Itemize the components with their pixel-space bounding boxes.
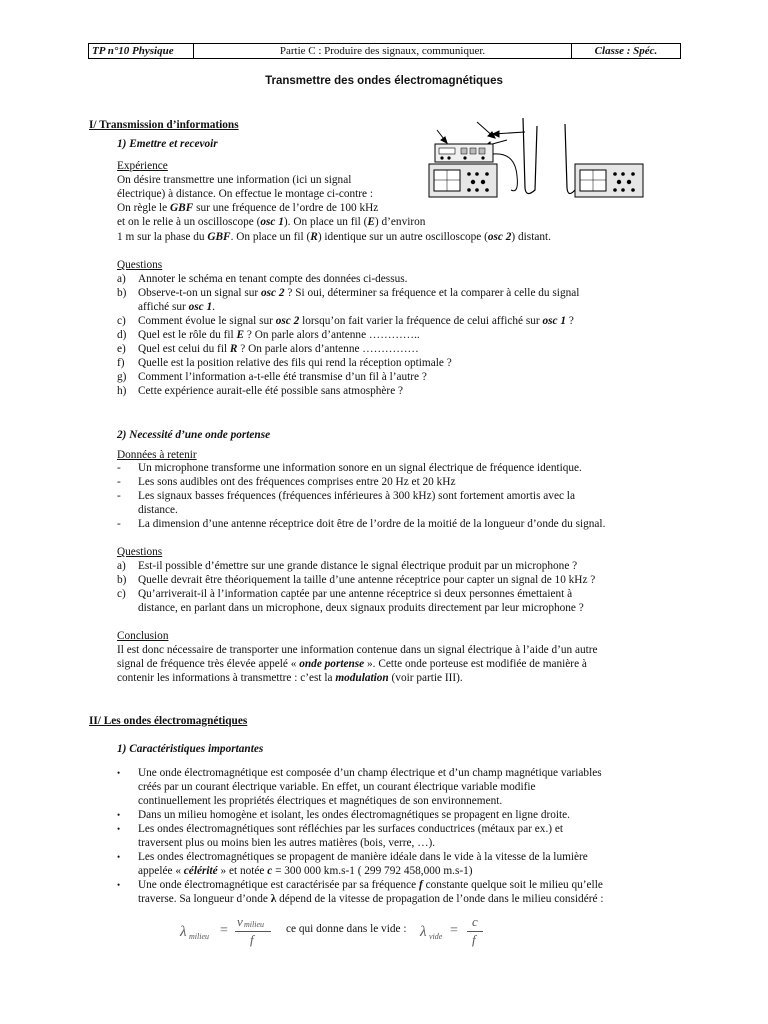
question-text: Quelle devrait être théoriquement la taille d’une antenne réceptrice pour capter un signal de 10 kHz ? bbox=[138, 574, 596, 586]
experience-line-2: électrique) à distance. On effectue le montage ci-contre : bbox=[117, 188, 374, 200]
dash-marker: - bbox=[117, 476, 121, 488]
characteristic-line: Les ondes électromagnétiques sont réfléchies par les surfaces conductrices (métaux par ex.) et bbox=[138, 823, 564, 835]
question-marker: g) bbox=[117, 371, 127, 383]
characteristic-line: traverse. Sa longueur d’onde λ dépend de la vitesse de propagation de l’onde dans le milieu considéré : bbox=[138, 893, 604, 905]
questions-2-label: Questions bbox=[117, 546, 163, 558]
formula-equals: = bbox=[220, 923, 228, 938]
formula-lambda-2: λ bbox=[420, 924, 427, 940]
experience-line-4: et on le relie à un oscilloscope (osc 1). On place un fil (E) d’environ bbox=[117, 216, 426, 228]
conclusion-label: Conclusion bbox=[117, 630, 169, 642]
question-text: Comment évolue le signal sur osc 2 lorsqu’on fait varier la fréquence de celui affiché sur osc 1 ? bbox=[138, 315, 574, 327]
characteristic-line: Dans un milieu homogène et isolant, les ondes électromagnétiques se propagent en ligne droite. bbox=[138, 809, 570, 821]
question-text: Quel est celui du fil R ? On parle alors d’antenne …………… bbox=[138, 343, 419, 355]
question-text: Cette expérience aurait-elle été possible sans atmosphère ? bbox=[138, 385, 404, 397]
wavelength-formula bbox=[180, 914, 500, 948]
header-left: TP n°10 Physique bbox=[89, 44, 194, 59]
formula-v: v bbox=[237, 914, 243, 929]
bullet-icon: • bbox=[117, 810, 121, 820]
experiment-diagram bbox=[425, 118, 680, 200]
question-text: Observe-t-on un signal sur osc 2 ? Si oui, déterminer sa fréquence et la comparer à celle du signal bbox=[138, 287, 580, 299]
characteristic-line: Une onde électromagnétique est composée d’un champ électrique et d’un champ magnétique variables bbox=[138, 767, 602, 779]
characteristic-line: créés par un courant électrique variable. En effet, un courant électrique variable modifie bbox=[138, 781, 536, 793]
question-marker: h) bbox=[117, 385, 127, 397]
formula-f: f bbox=[250, 932, 254, 947]
question-text: distance, en parlant dans un microphone, deux signaux produits directement par leur microphone ? bbox=[138, 602, 584, 614]
formula-lambda: λ bbox=[180, 924, 187, 940]
conclusion-line-3: contenir les informations à transmettre : c’est la modulation (voir partie III). bbox=[117, 672, 463, 684]
experience-line-5: 1 m sur la phase du GBF. On place un fil (R) identique sur un autre oscilloscope (osc 2) distant. bbox=[117, 231, 551, 243]
conclusion-line-2: signal de fréquence très élevée appelé « onde portense ». Cette onde porteuse est modifiée de manière à bbox=[117, 658, 587, 670]
characteristic-line: traversent plus ou moins bien les autres matières (bois, verre, …). bbox=[138, 837, 436, 849]
characteristic-line: continuellement les propriétés électriques et magnétiques de son environnement. bbox=[138, 795, 503, 807]
characteristic-line: appelée « célérité » et notée c = 300 000 km.s-1 ( 299 792 458,000 m.s-1) bbox=[138, 865, 473, 877]
formula-middle-text: ce qui donne dans le vide : bbox=[286, 923, 407, 935]
question-marker: d) bbox=[117, 329, 127, 341]
formula-lambda-2-sub: vide bbox=[429, 932, 443, 941]
question-text: Annoter le schéma en tenant compte des données ci-dessus. bbox=[138, 273, 408, 285]
data-item: Les signaux basses fréquences (fréquences inférieures à 300 kHz) sont fortement amortis avec la bbox=[138, 490, 575, 502]
question-marker: a) bbox=[117, 560, 126, 572]
experience-line-1: On désire transmettre une information (ici un signal bbox=[117, 174, 352, 186]
question-marker: a) bbox=[117, 273, 126, 285]
data-item: Un microphone transforme une information sonore en un signal électrique de fréquence identique. bbox=[138, 462, 582, 474]
formula-f-2: f bbox=[472, 932, 476, 947]
bullet-icon: • bbox=[117, 824, 121, 834]
experience-line-3: On règle le GBF sur une fréquence de l’ordre de 100 kHz bbox=[117, 202, 379, 214]
data-label: Données à retenir bbox=[117, 449, 197, 461]
experience-label: Expérience bbox=[117, 160, 168, 172]
bullet-icon: • bbox=[117, 880, 121, 890]
dash-marker: - bbox=[117, 462, 121, 474]
question-marker: e) bbox=[117, 343, 126, 355]
question-text: Est-il possible d’émettre sur une grande distance le signal électrique produit par un microphone ? bbox=[138, 560, 578, 572]
section-2-heading: II/ Les ondes électromagnétiques bbox=[89, 715, 248, 727]
formula-equals-2: = bbox=[450, 923, 458, 938]
data-item: distance. bbox=[138, 504, 178, 516]
subsection-1-2-heading: 2) Necessité d’une onde portense bbox=[117, 429, 271, 441]
question-text: affiché sur osc 1. bbox=[138, 301, 215, 313]
formula-lambda-sub: milieu bbox=[189, 932, 209, 941]
question-text: Qu’arriverait-il à l’information captée par une antenne réceptrice si deux personnes émettaient à bbox=[138, 588, 573, 600]
header-table bbox=[88, 43, 681, 59]
formula-v-sub: milieu bbox=[244, 920, 264, 929]
header-center: Partie C : Produire des signaux, communiquer. bbox=[194, 44, 572, 59]
characteristic-line: Une onde électromagnétique est caractérisée par sa fréquence f constante quelque soit le milieu qu’elle bbox=[138, 879, 603, 891]
question-text: Comment l’information a-t-elle été transmise d’un fil à l’autre ? bbox=[138, 371, 427, 383]
question-marker: b) bbox=[117, 287, 127, 299]
formula-c: c bbox=[472, 914, 478, 929]
data-item: Les sons audibles ont des fréquences comprises entre 20 Hz et 20 kHz bbox=[138, 476, 456, 488]
question-marker: c) bbox=[117, 315, 126, 327]
section-1-heading: I/ Transmission d’informations bbox=[89, 119, 239, 131]
page-title: Transmettre des ondes électromagnétiques bbox=[265, 75, 503, 87]
questions-1-label: Questions bbox=[117, 259, 163, 271]
header-right: Classe : Spéc. bbox=[572, 44, 681, 59]
conclusion-line-1: Il est donc nécessaire de transporter une information contenue dans un signal électrique à l’aide d’un autre bbox=[117, 644, 598, 656]
subsection-2-1-heading: 1) Caractéristiques importantes bbox=[117, 743, 264, 755]
question-text: Quelle est la position relative des fils qui rend la réception optimale ? bbox=[138, 357, 452, 369]
question-marker: f) bbox=[117, 357, 125, 369]
subsection-1-1-heading: 1) Emettre et recevoir bbox=[117, 138, 218, 150]
bullet-icon: • bbox=[117, 768, 121, 778]
data-item: La dimension d’une antenne réceptrice doit être de l’ordre de la moitié de la longueur d’onde du signal. bbox=[138, 518, 606, 530]
bullet-icon: • bbox=[117, 852, 121, 862]
dash-marker: - bbox=[117, 518, 121, 530]
dash-marker: - bbox=[117, 490, 121, 502]
question-text: Quel est le rôle du fil E ? On parle alors d’antenne ………….. bbox=[138, 329, 420, 341]
characteristic-line: Les ondes électromagnétiques se propagent de manière idéale dans le vide à la vitesse de la lumière bbox=[138, 851, 588, 863]
question-marker: b) bbox=[117, 574, 127, 586]
question-marker: c) bbox=[117, 588, 126, 600]
